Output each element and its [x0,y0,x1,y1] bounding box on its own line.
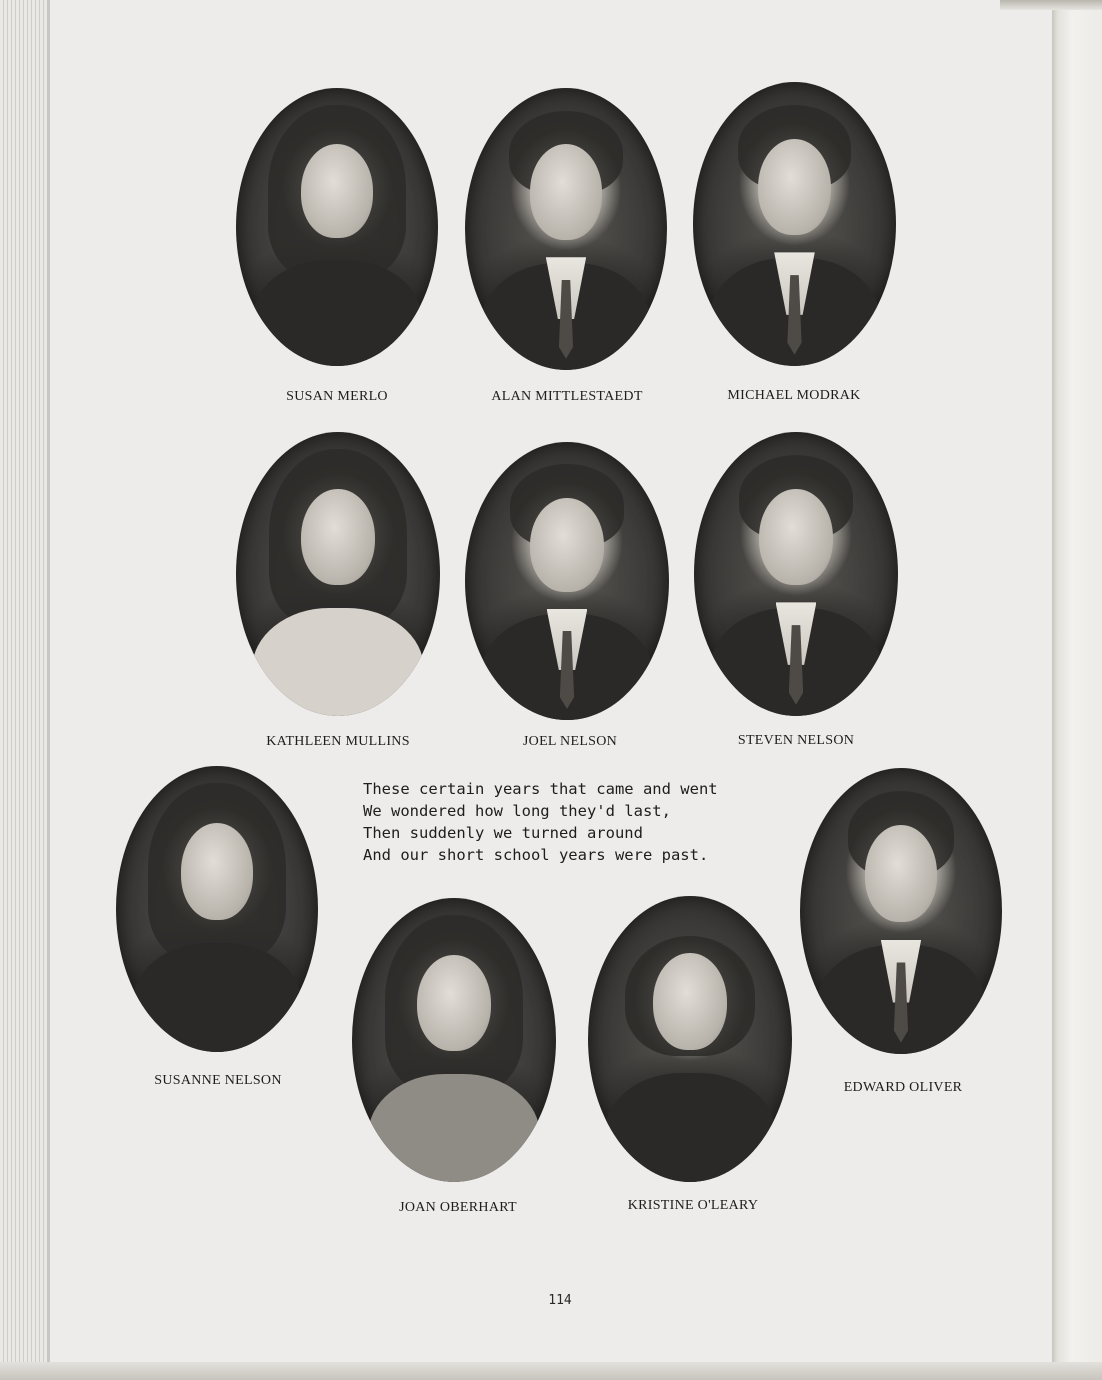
portrait-susanne-nelson [116,766,318,1052]
student-name: SUSANNE NELSON [154,1073,282,1088]
student-name: MICHAEL MODRAK [727,388,861,403]
portrait-kathleen-mullins [236,432,440,716]
poem-line: And our short school years were past. [363,846,709,864]
student-name: STEVEN NELSON [737,733,855,748]
student-name: KATHLEEN MULLINS [266,734,410,749]
student-name: ALAN MITTLESTAEDT [491,389,643,404]
student-name: KRISTINE O'LEARY [627,1198,759,1213]
portrait-alan-mittlestaedt [465,88,667,370]
poem [363,778,718,866]
student-name: SUSAN MERLO [286,389,388,404]
portrait-michael-modrak [693,82,896,366]
portrait-joel-nelson [465,442,669,720]
page-corner [1000,0,1102,10]
student-name: JOEL NELSON [522,734,618,749]
student-name: JOAN OBERHART [399,1200,517,1215]
page-bottom-edge [0,1362,1102,1380]
book-binding [0,0,50,1380]
portrait-steven-nelson [694,432,898,716]
next-page-edge [1052,0,1102,1380]
portrait-joan-oberhart [352,898,556,1182]
portrait-edward-oliver [800,768,1002,1054]
portrait-kristine-oleary [588,896,792,1182]
portrait-susan-merlo [236,88,438,366]
poem-line: Then suddenly we turned around [363,824,643,842]
poem-line: We wondered how long they'd last, [363,802,671,820]
poem-line: These certain years that came and went [363,780,718,798]
student-name: EDWARD OLIVER [843,1080,963,1095]
page-number: 114 [548,1293,572,1308]
